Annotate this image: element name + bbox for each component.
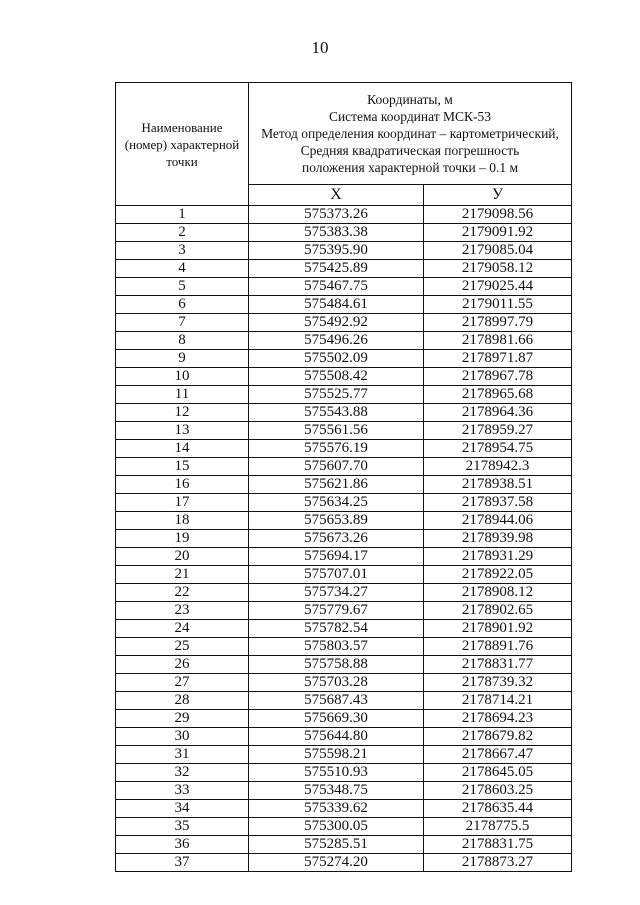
- table-row: [116, 620, 572, 638]
- x-coordinate-cell: 575779.67: [249, 602, 424, 620]
- x-coordinate-cell: 575561.56: [249, 422, 424, 440]
- table-row: [116, 710, 572, 728]
- y-coordinate-cell: 2178997.79: [424, 314, 572, 332]
- table-row: [116, 692, 572, 710]
- table-row: [116, 404, 572, 422]
- x-coordinate-cell: 575508.42: [249, 368, 424, 386]
- y-coordinate-cell: 2178901.92: [424, 620, 572, 638]
- table-row: [116, 368, 572, 386]
- y-coordinate-cell: 2178922.05: [424, 566, 572, 584]
- point-number-cell: 23: [116, 602, 249, 620]
- table-row: [116, 350, 572, 368]
- table-row: [116, 224, 572, 242]
- x-coordinate-cell: 575669.30: [249, 710, 424, 728]
- table-row: [116, 512, 572, 530]
- y-coordinate-cell: 2178831.75: [424, 836, 572, 854]
- point-number-cell: 37: [116, 854, 249, 872]
- point-number-cell: 15: [116, 458, 249, 476]
- y-coordinate-cell: 2178902.65: [424, 602, 572, 620]
- table-row: [116, 728, 572, 746]
- x-coordinate-cell: 575492.92: [249, 314, 424, 332]
- table-row: [116, 440, 572, 458]
- point-number-cell: 29: [116, 710, 249, 728]
- point-number-cell: 22: [116, 584, 249, 602]
- table-row: [116, 296, 572, 314]
- coordinates-header-line: Система координат МСК-53: [328, 108, 492, 124]
- table-row: [116, 242, 572, 260]
- x-coordinate-cell: 575285.51: [249, 836, 424, 854]
- y-coordinate-cell: 2178954.75: [424, 440, 572, 458]
- y-coordinate-cell: 2178635.44: [424, 800, 572, 818]
- point-number-cell: 35: [116, 818, 249, 836]
- coordinates-header-line: Метод определения координат – картометрический,: [261, 125, 559, 141]
- y-coordinate-cell: 2178939.98: [424, 530, 572, 548]
- x-coordinate-cell: 575510.93: [249, 764, 424, 782]
- table-row: [116, 548, 572, 566]
- y-coordinate-cell: 2178645.05: [424, 764, 572, 782]
- point-number-cell: 16: [116, 476, 249, 494]
- y-coordinate-cell: 2178964.36: [424, 404, 572, 422]
- point-number-cell: 17: [116, 494, 249, 512]
- coordinates-header-line: положения характерной точки – 0.1 м: [301, 159, 518, 175]
- x-coordinate-cell: 575525.77: [249, 386, 424, 404]
- point-name-header-line: точки: [166, 153, 198, 169]
- table-row: [116, 764, 572, 782]
- point-name-header: [116, 83, 249, 206]
- point-number-cell: 3: [116, 242, 249, 260]
- y-coordinate-cell: 2178967.78: [424, 368, 572, 386]
- table-row: [116, 494, 572, 512]
- point-number-cell: 19: [116, 530, 249, 548]
- point-number-cell: 1: [116, 206, 249, 224]
- point-name-header-line: (номер) характерной: [124, 136, 240, 152]
- x-coordinate-cell: 575576.19: [249, 440, 424, 458]
- table-row: [116, 674, 572, 692]
- point-number-cell: 26: [116, 656, 249, 674]
- table-row: [116, 584, 572, 602]
- table-row: [116, 746, 572, 764]
- point-number-cell: 28: [116, 692, 249, 710]
- x-coordinate-cell: 575300.05: [249, 818, 424, 836]
- x-coordinate-cell: 575502.09: [249, 350, 424, 368]
- point-name-header-line: Наименование: [141, 119, 223, 135]
- y-coordinate-cell: 2178667.47: [424, 746, 572, 764]
- point-number-cell: 34: [116, 800, 249, 818]
- point-number-cell: 27: [116, 674, 249, 692]
- x-coordinate-cell: 575694.17: [249, 548, 424, 566]
- point-number-cell: 18: [116, 512, 249, 530]
- x-coordinate-cell: 575274.20: [249, 854, 424, 872]
- x-coordinate-cell: 575634.25: [249, 494, 424, 512]
- table-row: [116, 422, 572, 440]
- point-number-cell: 30: [116, 728, 249, 746]
- table-row: [116, 836, 572, 854]
- y-coordinate-cell: 2178944.06: [424, 512, 572, 530]
- x-coordinate-cell: 575782.54: [249, 620, 424, 638]
- table-row: [116, 530, 572, 548]
- point-number-cell: 2: [116, 224, 249, 242]
- y-coordinate-cell: 2178981.66: [424, 332, 572, 350]
- point-number-cell: 9: [116, 350, 249, 368]
- table-row: [116, 800, 572, 818]
- x-coordinate-cell: 575607.70: [249, 458, 424, 476]
- point-number-cell: 13: [116, 422, 249, 440]
- x-coordinate-cell: 575395.90: [249, 242, 424, 260]
- point-number-cell: 20: [116, 548, 249, 566]
- table-row: [116, 656, 572, 674]
- point-number-cell: 14: [116, 440, 249, 458]
- coordinates-header-line: Средняя квадратическая погрешность: [300, 142, 520, 158]
- y-coordinate-cell: 2179098.56: [424, 206, 572, 224]
- x-coordinate-cell: 575425.89: [249, 260, 424, 278]
- y-coordinate-cell: 2178603.25: [424, 782, 572, 800]
- table-header: [116, 83, 572, 206]
- point-number-cell: 5: [116, 278, 249, 296]
- x-coordinate-cell: 575673.26: [249, 530, 424, 548]
- table-row: [116, 332, 572, 350]
- y-coordinate-cell: 2178942.3: [424, 458, 572, 476]
- table-row: [116, 314, 572, 332]
- point-number-cell: 10: [116, 368, 249, 386]
- x-coordinate-cell: 575373.26: [249, 206, 424, 224]
- table-row: [116, 782, 572, 800]
- coordinates-header-line: Координаты, м: [367, 91, 453, 107]
- x-coordinate-cell: 575687.43: [249, 692, 424, 710]
- point-number-cell: 21: [116, 566, 249, 584]
- table-row: [116, 854, 572, 872]
- point-number-cell: 36: [116, 836, 249, 854]
- x-coordinate-cell: 575598.21: [249, 746, 424, 764]
- table-row: [116, 638, 572, 656]
- x-coordinate-cell: 575339.62: [249, 800, 424, 818]
- point-number-cell: 7: [116, 314, 249, 332]
- table-body: [116, 206, 572, 872]
- point-number-cell: 11: [116, 386, 249, 404]
- point-number-cell: 33: [116, 782, 249, 800]
- y-coordinate-cell: 2179011.55: [424, 296, 572, 314]
- y-coordinate-cell: 2179085.04: [424, 242, 572, 260]
- y-coordinate-cell: 2178775.5: [424, 818, 572, 836]
- coordinates-table: [115, 82, 572, 872]
- point-number-cell: 25: [116, 638, 249, 656]
- y-coordinate-cell: 2178931.29: [424, 548, 572, 566]
- y-coordinate-cell: 2178971.87: [424, 350, 572, 368]
- point-number-cell: 32: [116, 764, 249, 782]
- x-column-header: X: [249, 184, 424, 205]
- table-row: [116, 278, 572, 296]
- y-coordinate-cell: 2178714.21: [424, 692, 572, 710]
- x-coordinate-cell: 575803.57: [249, 638, 424, 656]
- table-row: [116, 818, 572, 836]
- y-coordinate-cell: 2178694.23: [424, 710, 572, 728]
- y-coordinate-cell: 2178831.77: [424, 656, 572, 674]
- x-coordinate-cell: 575467.75: [249, 278, 424, 296]
- y-coordinate-cell: 2179091.92: [424, 224, 572, 242]
- x-coordinate-cell: 575383.38: [249, 224, 424, 242]
- y-coordinate-cell: 2178891.76: [424, 638, 572, 656]
- table-row: [116, 602, 572, 620]
- page-number: 10: [311, 38, 329, 57]
- x-coordinate-cell: 575496.26: [249, 332, 424, 350]
- y-coordinate-cell: 2178679.82: [424, 728, 572, 746]
- y-coordinate-cell: 2178959.27: [424, 422, 572, 440]
- point-number-cell: 6: [116, 296, 249, 314]
- x-coordinate-cell: 575734.27: [249, 584, 424, 602]
- table-row: [116, 260, 572, 278]
- y-coordinate-cell: 2179058.12: [424, 260, 572, 278]
- y-column-header: У: [424, 184, 572, 205]
- y-coordinate-cell: 2178908.12: [424, 584, 572, 602]
- table-row: [116, 386, 572, 404]
- x-coordinate-cell: 575484.61: [249, 296, 424, 314]
- x-coordinate-cell: 575348.75: [249, 782, 424, 800]
- x-coordinate-cell: 575703.28: [249, 674, 424, 692]
- y-coordinate-cell: 2178938.51: [424, 476, 572, 494]
- point-number-cell: 12: [116, 404, 249, 422]
- y-coordinate-cell: 2178965.68: [424, 386, 572, 404]
- table-row: [116, 566, 572, 584]
- point-number-cell: 4: [116, 260, 249, 278]
- y-coordinate-cell: 2178739.32: [424, 674, 572, 692]
- y-coordinate-cell: 2179025.44: [424, 278, 572, 296]
- table-row: [116, 458, 572, 476]
- table-row: [116, 206, 572, 224]
- coordinates-header: [249, 83, 572, 185]
- x-coordinate-cell: 575621.86: [249, 476, 424, 494]
- y-coordinate-cell: 2178873.27: [424, 854, 572, 872]
- table-row: [116, 476, 572, 494]
- x-coordinate-cell: 575653.89: [249, 512, 424, 530]
- point-number-cell: 24: [116, 620, 249, 638]
- x-coordinate-cell: 575707.01: [249, 566, 424, 584]
- point-number-cell: 31: [116, 746, 249, 764]
- point-number-cell: 8: [116, 332, 249, 350]
- x-coordinate-cell: 575758.88: [249, 656, 424, 674]
- x-coordinate-cell: 575644.80: [249, 728, 424, 746]
- y-coordinate-cell: 2178937.58: [424, 494, 572, 512]
- x-coordinate-cell: 575543.88: [249, 404, 424, 422]
